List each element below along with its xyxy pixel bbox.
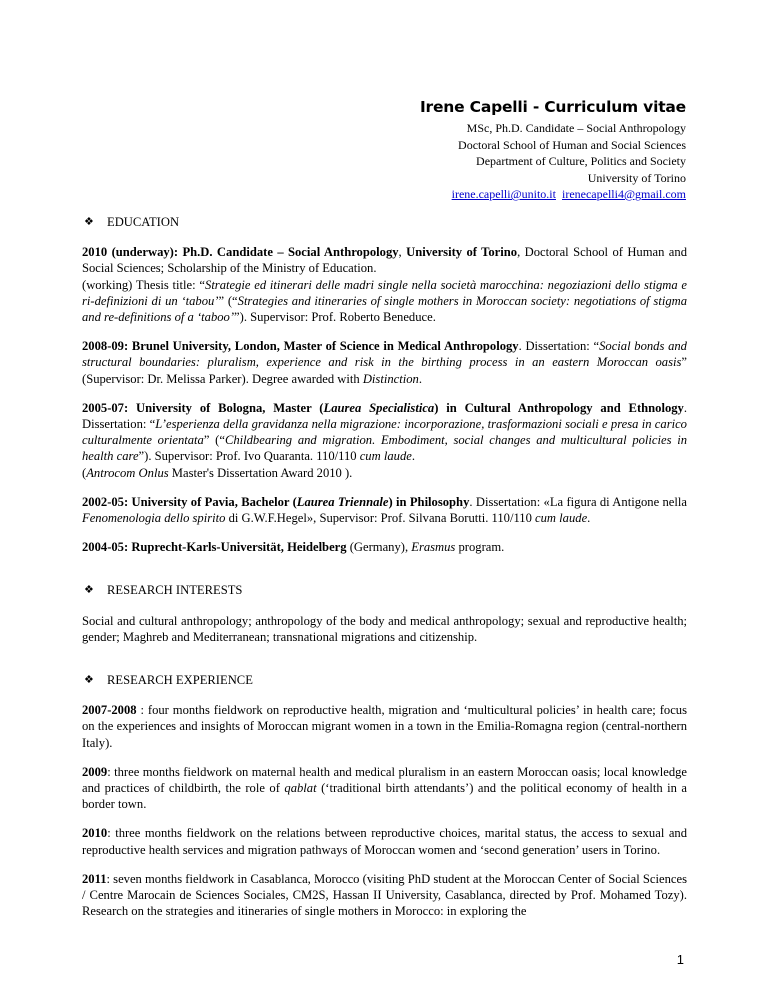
entry-text: . xyxy=(418,371,422,386)
entry-bold-italic: Laurea Specialistica xyxy=(323,400,435,415)
entry-text: : three months fieldwork on the relations between reproductive choices, marital status, the access to sexual and reproductive health services and migration pathways of Moroccan women and ‘second generation’ users in Torino. xyxy=(82,826,687,857)
entry-text: di G.W.F.Hegel», Supervisor: Prof. Silvana Borutti. 110/110 xyxy=(225,511,536,526)
entry-text: ”). Supervisor: Prof. Roberto Beneduce. xyxy=(234,310,436,325)
entry-italic: qablat xyxy=(284,781,317,796)
entry-italic: cum laude xyxy=(359,449,412,464)
entry-bold: ) in Cultural Anthropology and Ethnology xyxy=(434,400,684,415)
section-heading-label: RESEARCH INTERESTS xyxy=(107,583,243,598)
entry-bold: 2007-2008 xyxy=(82,703,137,718)
experience-entry-2010 xyxy=(82,825,687,857)
entry-text: . Dissertation: «La figura di Antigone nella xyxy=(469,494,687,509)
section-heading-label: RESEARCH EXPERIENCE xyxy=(107,673,253,688)
experience-entry-2007 xyxy=(82,702,687,751)
entry-text: ”). Supervisor: Prof. Ivo Quaranta. 110/110 xyxy=(138,449,360,464)
diamond-bullet-icon: ❖ xyxy=(84,584,94,597)
entry-bold: 2005-07: University of Bologna, Master ( xyxy=(82,400,324,415)
entry-text: ” (Supervisor: Dr. Melissa Parker). Degree awarded with xyxy=(82,355,687,386)
header-line-department: Department of Culture, Politics and Society xyxy=(476,154,686,168)
page-title: Irene Capelli - Curriculum vitae xyxy=(419,98,686,116)
entry-text: ( xyxy=(82,465,87,480)
entry-text: (‘traditional birth attendants’) and the political economy of health in a border town. xyxy=(82,781,687,812)
entry-italic: Erasmus xyxy=(411,540,456,555)
header-line-university: University of Torino xyxy=(587,170,686,185)
cv-body xyxy=(82,214,687,933)
entry-text: . xyxy=(411,449,415,464)
experience-entry-2011 xyxy=(82,871,687,920)
entry-text: , xyxy=(398,245,407,260)
header-line-school: Doctoral School of Human and Social Sciences xyxy=(458,137,686,152)
entry-text: , Doctoral School of Human and Social Sciences; Scholarship of the Ministry of Education. xyxy=(82,245,687,276)
entry-bold: 2009 xyxy=(82,764,108,779)
entry-italic: Strategie ed itinerari delle madri single nella società marocchina: negoziazioni dello stigma e ri-definizioni di un ‘tabou’ xyxy=(82,277,688,308)
entry-bold: 2008-09: Brunel University, London, Master of Science in Medical Anthropology xyxy=(82,339,519,354)
entry-text: (Germany), xyxy=(346,540,412,555)
entry-text: . Dissertation: “ xyxy=(82,400,687,432)
header-line-degree: MSc, Ph.D. Candidate – Social Anthropology xyxy=(466,121,686,135)
entry-text: : seven months fieldwork in Casablanca, Morocco (visiting PhD student at the Moroccan Center of Social Sciences / Centre Marocain de Sciences Sociales, CM2S, Hassan II University, Casablanca, directed by Prof. Mohamed Tozy). Research on the strategies and itineraries of single mothers in Morocco: in exploring the xyxy=(82,871,687,919)
diamond-bullet-icon: ❖ xyxy=(84,674,94,687)
entry-bold: 2010 xyxy=(82,826,108,841)
education-entry-phd xyxy=(82,244,687,325)
entry-bold: University of Torino xyxy=(406,245,518,260)
entry-italic: Childbearing and migration. Embodiment, social changes and multicultural policies in health care xyxy=(82,433,687,464)
research-interests-text: Social and cultural anthropology; anthropology of the body and medical anthropology; sexual and reproductive health; gender; Maghreb and Mediterranean; transnational migrations and citizenship. xyxy=(82,613,687,644)
entry-text: : four months fieldwork on reproductive health, migration and ‘multicultural policies’ in health care; focus on the experiences and insights of Moroccan migrant women in a town in the Emilia-Romagna region (central-northern Italy). xyxy=(82,703,687,750)
entry-bold: 2002-05: University of Pavia, Bachelor ( xyxy=(82,494,297,509)
entry-italic: Strategies and itineraries of single mothers in Moroccan society: negotiations of stigma and re-definitions of a ‘taboo’ xyxy=(82,293,688,325)
entry-text: Master's Dissertation Award 2010 ). xyxy=(168,465,353,480)
entry-italic: Fenomenologia dello spirito xyxy=(82,511,226,526)
section-heading-research-interests xyxy=(84,582,687,598)
entry-bold-italic: Laurea Triennale xyxy=(296,494,389,509)
entry-italic: cum laude xyxy=(535,511,588,526)
entry-text: . xyxy=(587,511,591,526)
cv-header xyxy=(420,96,686,203)
education-entry-heidelberg xyxy=(82,539,687,555)
entry-bold: 2004-05: Ruprecht-Karls-Universität, Heidelberg xyxy=(82,540,347,555)
section-heading-research-experience xyxy=(84,672,687,688)
entry-text: : three months fieldwork on maternal health and medical pluralism in an eastern Moroccan oasis; local knowledge and practices of childbirth, the role of xyxy=(82,764,687,796)
entry-italic: Antrocom Onlus xyxy=(86,465,169,480)
entry-text: ” (“ xyxy=(203,433,225,448)
experience-entry-2009 xyxy=(82,764,687,813)
entry-bold: 2011 xyxy=(82,871,107,886)
entry-italic: L’esperienza della gravidanza nella migrazione: incorporazione, trasformazioni sociali e presa in carico culturalmente orientata xyxy=(82,417,687,448)
email-link-gmail[interactable]: irenecapelli4@gmail.com xyxy=(561,187,686,201)
entry-italic: Distinction xyxy=(362,371,419,386)
entry-italic: Social bonds and structural boundaries: pluralism, experience and risk in the birthing process in an eastern Moroccan oasis xyxy=(82,339,687,370)
education-entry-bologna xyxy=(82,400,687,481)
entry-text: ” (“ xyxy=(218,293,238,308)
entry-text: . Dissertation: “ xyxy=(518,339,600,354)
education-entry-brunel xyxy=(82,338,687,387)
entry-text: program. xyxy=(455,540,505,555)
entry-bold: ) in Philosophy xyxy=(388,494,470,509)
section-heading-education xyxy=(84,214,687,230)
entry-text: (working) Thesis title: “ xyxy=(82,277,206,292)
section-heading-label: EDUCATION xyxy=(107,215,180,229)
entry-bold: 2010 (underway): Ph.D. Candidate – Social Anthropology xyxy=(82,245,399,260)
page-number: 1 xyxy=(676,952,684,967)
education-entry-pavia xyxy=(82,494,687,526)
diamond-bullet-icon: ❖ xyxy=(84,216,94,228)
email-link-unito[interactable]: irene.capelli@unito.it xyxy=(451,187,556,201)
header-emails xyxy=(420,186,686,203)
